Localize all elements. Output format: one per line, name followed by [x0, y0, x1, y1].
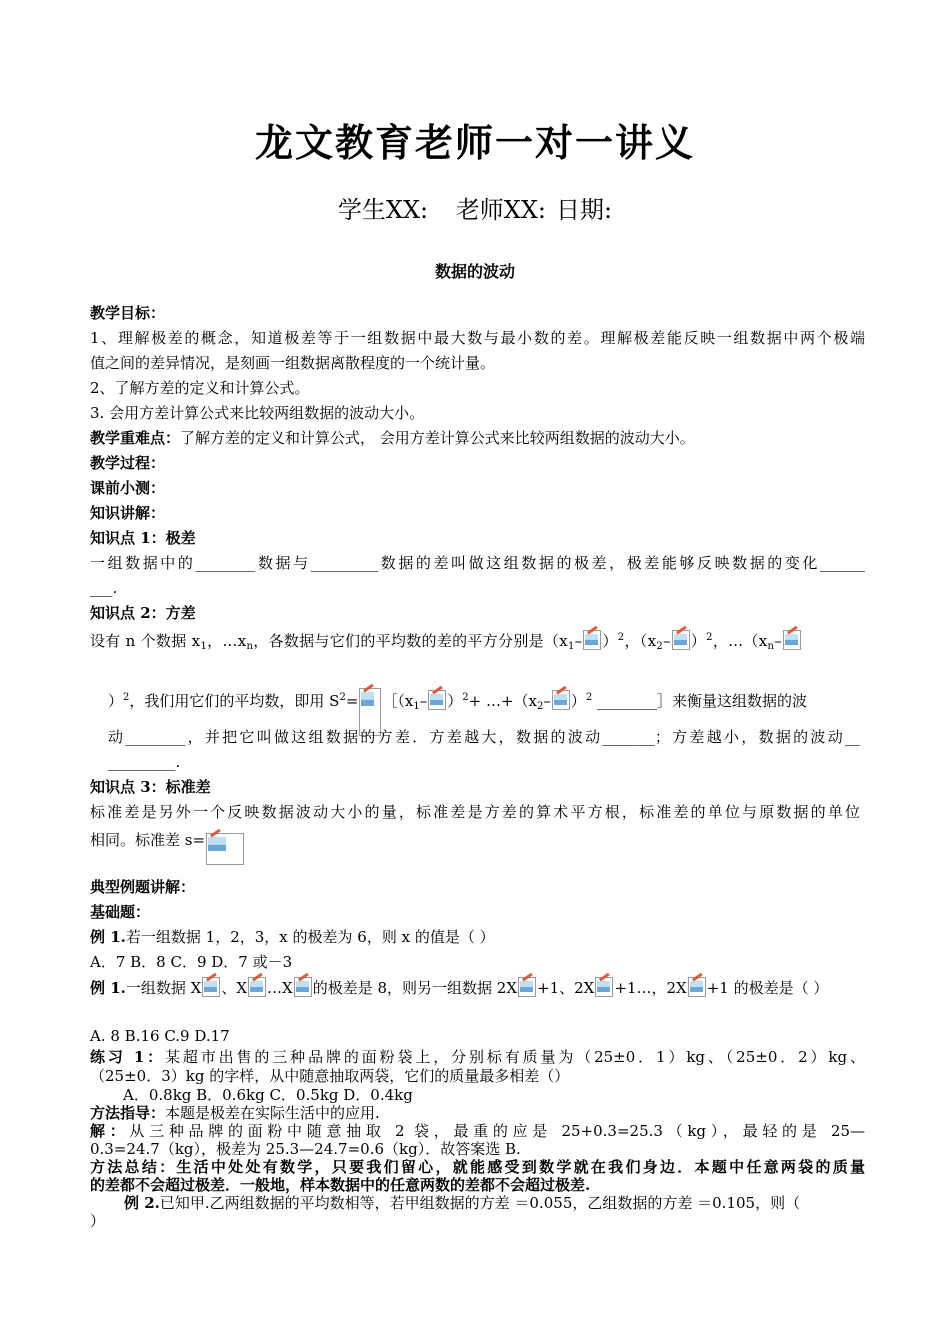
- sqrt-formula-image: [206, 833, 244, 865]
- method-summary-line: 的差都不会超过极差．一般地，样本数据中的任意两数的差都不会超过极差.: [90, 1176, 591, 1194]
- heading-knowledge-2: 知识点 2：方差: [90, 604, 196, 622]
- heading-basic: 基础题：: [90, 903, 151, 921]
- paragraph-line: 一组数据中的________数据与_________数据的差叫做这组数据的极差，极差能够反映数据的变化______: [90, 554, 865, 572]
- exercise-1-options: A．0.8kg B．0.6kg C．0.5kg D．0.4kg: [123, 1086, 413, 1104]
- teacher-label: 老师XX:: [455, 196, 547, 224]
- paragraph-line: 0.3=24.7（kg），极差为 25.3—24.7=0.6（kg）．故答案选 B.: [90, 1140, 521, 1158]
- subscript-image: [248, 977, 266, 997]
- std-dev-line: 相同。标准差 s=: [90, 830, 865, 865]
- header-info: [0, 190, 950, 225]
- key-points-label: 教学重难点：: [90, 429, 181, 447]
- example-1b-options: A. 8 B.16 C.9 D.17: [90, 1027, 230, 1045]
- paragraph-line: 3. 会用方差计算公式来比较两组数据的波动大小。: [90, 404, 425, 422]
- key-points-line: [90, 428, 865, 448]
- heading-explanation: 知识讲解：: [90, 504, 166, 522]
- mean-x-image: [583, 630, 601, 650]
- date-label: 日期:: [556, 196, 613, 224]
- heading-knowledge-1: 知识点 1：极差: [90, 529, 196, 547]
- example-1-line: 例 1.若一组数据 1，2，3，x 的极差为 6，则 x 的值是（ ）: [90, 928, 495, 946]
- subscript-image: [688, 977, 706, 997]
- example-1b-line: 例 1.一组数据 X 、X …X 的极差是 8，则另一组数据 2X +1、2X +1…，2X +1 的极差是（ ）: [90, 979, 829, 997]
- variance-line-2: ）$^2$，我们用它们的平均数，即用 $S^2=$ $[(x_1-$ ）$^2+ \dots+(x_2-$ ）$^2$ ________］来衡量这组数据的波: [108, 688, 865, 736]
- heading-knowledge-3: 知识点 3：标准差: [90, 778, 211, 796]
- subscript-image: [202, 977, 220, 997]
- mean-x-image: [672, 630, 690, 650]
- method-summary-line: 方法总结：生活中处处有数学，只要我们留心，就能感受到数学就在我们身边．本题中任意两袋的质量: [90, 1158, 865, 1176]
- paragraph-line: ）: [90, 1212, 106, 1230]
- student-label: 学生XX:: [337, 196, 429, 224]
- paragraph-line: 值之间的差异情况，是刻画一组数据离散程度的一个统计量。: [90, 354, 496, 372]
- paragraph-line: 1、理解极差的概念，知道极差等于一组数据中最大数与最小数的差。理解极差能反映一组数据中两个极端: [90, 329, 865, 347]
- method-guide-line: 方法指导：本题是极差在实际生活中的应用.: [90, 1104, 380, 1122]
- subscript-image: [518, 977, 536, 997]
- exercise-1-line: 练习 1：某超市出售的三种品牌的面粉袋上，分别标有质量为（25±0．1）kg、（25±0．2）kg、: [90, 1048, 865, 1066]
- paragraph-line: 2、了解方差的定义和计算公式。: [90, 379, 310, 397]
- solution-line: 解：从三种品牌的面粉中随意抽取 2 袋，最重的应是 25+0.3=25.3（kg），最轻的是 25—: [90, 1122, 865, 1140]
- key-points-text: 了解方差的定义和计算公式， 会用方差计算公式来比较两组数据的波动大小。: [180, 429, 695, 447]
- heading-pretest: 课前小测：: [90, 479, 166, 497]
- mean-x-image: [783, 630, 801, 650]
- paragraph-line: ___.: [90, 579, 118, 597]
- mean-x-image: [552, 690, 570, 710]
- example-1-options: A．7 B．8 C．9 D．7 或－3: [90, 953, 293, 971]
- paragraph-line: 动________，并把它叫做这组数据的方差．方差越大，数据的波动_______；方差越小，数据的波动__: [108, 728, 860, 746]
- subscript-image: [595, 977, 613, 997]
- page-title: 龙文教育老师一对一讲义: [254, 120, 695, 165]
- lesson-title: 数据的波动: [434, 264, 515, 281]
- variance-line-1: 设有 n 个数据 $x_1$，$\dots x_n$，各数据与它们的平均数的差的平方分别是（$x_1-$ ）$^2$，（$x_2-$ ）$^2$，$\dots(x_n-$: [90, 628, 865, 657]
- paragraph-line: _________.: [108, 753, 181, 771]
- paragraph-line: （25±0．3）kg 的字样，从中随意抽取两袋，它们的质量最多相差（）: [90, 1067, 570, 1085]
- mean-x-image: [428, 690, 446, 710]
- heading-examples: 典型例题讲解：: [90, 878, 196, 896]
- heading-objectives: 教学目标：: [90, 304, 166, 322]
- paragraph-line: 标准差是另外一个反映数据波动大小的量，标准差是方差的算术平方根，标准差的单位与原数据的单位: [90, 803, 860, 821]
- example-2-line: 例 2.已知甲.乙两组数据的平均数相等，若甲组数据的方差 ＝0.055，乙组数据的方差 ＝0.105，则（: [124, 1194, 801, 1212]
- subscript-image: [294, 977, 312, 997]
- heading-process: 教学过程：: [90, 454, 166, 472]
